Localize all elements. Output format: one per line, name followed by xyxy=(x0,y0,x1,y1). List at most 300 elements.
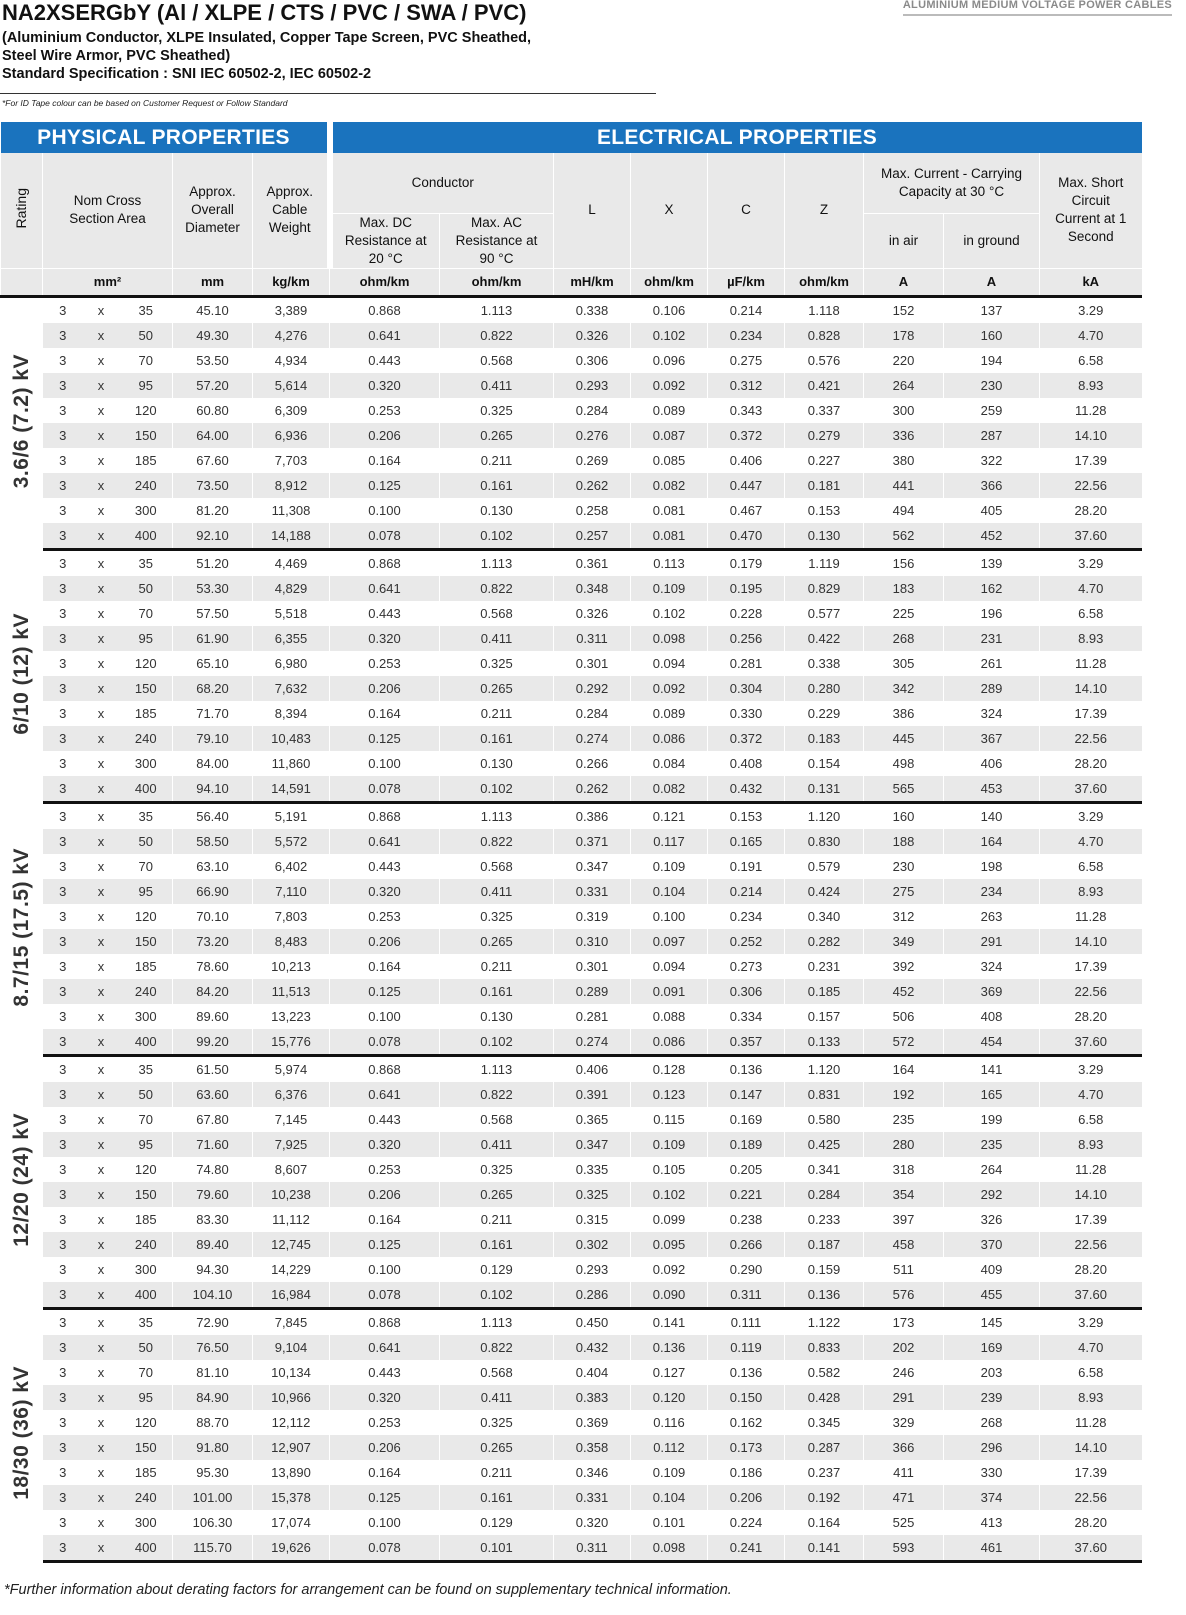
ac-resistance-cell: 1.113 xyxy=(440,1055,554,1082)
table-row xyxy=(1,1207,1142,1232)
dc-resistance-cell: 0.100 xyxy=(330,1004,440,1029)
capacitance-cell: 0.234 xyxy=(708,904,785,929)
multiply-sign-cell: x xyxy=(83,1082,120,1107)
voltage-rating-cell xyxy=(1,549,43,802)
table-row xyxy=(1,1055,1142,1082)
inductance-cell: 0.306 xyxy=(554,348,631,373)
weight-cell: 16,984 xyxy=(253,1282,330,1309)
current-in-ground-cell: 322 xyxy=(944,448,1040,473)
diameter-cell: 106.30 xyxy=(173,1510,253,1535)
capacitance-cell: 0.311 xyxy=(708,1282,785,1309)
current-in-ground-cell: 289 xyxy=(944,676,1040,701)
voltage-rating-cell xyxy=(1,296,43,549)
diameter-cell: 95.30 xyxy=(173,1460,253,1485)
current-in-air-cell: 202 xyxy=(864,1335,944,1360)
ac-resistance-cell: 0.325 xyxy=(440,651,554,676)
diameter-cell: 89.60 xyxy=(173,1004,253,1029)
table-row xyxy=(1,1029,1142,1056)
short-circuit-current-cell: 14.10 xyxy=(1040,929,1142,954)
table-row xyxy=(1,549,1142,576)
impedance-cell: 0.131 xyxy=(785,776,864,803)
ac-resistance-cell: 0.101 xyxy=(440,1535,554,1562)
dc-resistance-cell: 0.320 xyxy=(330,879,440,904)
reactance-cell: 0.120 xyxy=(631,1385,708,1410)
nominal-size-cell: 70 xyxy=(120,1360,173,1385)
dc-resistance-cell: 0.100 xyxy=(330,498,440,523)
weight-cell: 15,378 xyxy=(253,1485,330,1510)
diameter-cell: 64.00 xyxy=(173,423,253,448)
reactance-cell: 0.099 xyxy=(631,1207,708,1232)
ac-resistance-cell: 1.113 xyxy=(440,1308,554,1335)
short-circuit-current-cell: 11.28 xyxy=(1040,651,1142,676)
capacitance-cell: 0.214 xyxy=(708,879,785,904)
capacitance-cell: 0.343 xyxy=(708,398,785,423)
current-in-ground-cell: 230 xyxy=(944,373,1040,398)
diameter-cell: 60.80 xyxy=(173,398,253,423)
inductance-cell: 0.319 xyxy=(554,904,631,929)
multiply-sign-cell: x xyxy=(83,1157,120,1182)
table-row xyxy=(1,1157,1142,1182)
table-row xyxy=(1,751,1142,776)
short-circuit-current-cell: 4.70 xyxy=(1040,323,1142,348)
multiply-sign-cell: x xyxy=(83,473,120,498)
diameter-cell: 65.10 xyxy=(173,651,253,676)
inductance-cell: 0.289 xyxy=(554,979,631,1004)
weight-cell: 8,607 xyxy=(253,1157,330,1182)
impedance-cell: 0.153 xyxy=(785,498,864,523)
impedance-cell: 1.122 xyxy=(785,1308,864,1335)
weight-cell: 5,518 xyxy=(253,601,330,626)
short-circuit-current-cell: 17.39 xyxy=(1040,448,1142,473)
table-row xyxy=(1,626,1142,651)
cores-cell: 3 xyxy=(43,879,83,904)
nominal-size-cell: 240 xyxy=(120,979,173,1004)
inductance-cell: 0.274 xyxy=(554,726,631,751)
impedance-cell: 0.577 xyxy=(785,601,864,626)
capacitance-cell: 0.119 xyxy=(708,1335,785,1360)
dc-resistance-cell: 0.125 xyxy=(330,726,440,751)
multiply-sign-cell: x xyxy=(83,296,120,323)
diameter-cell: 83.30 xyxy=(173,1207,253,1232)
cores-cell: 3 xyxy=(43,1207,83,1232)
current-in-air-cell: 164 xyxy=(864,1055,944,1082)
nominal-size-cell: 300 xyxy=(120,1004,173,1029)
table-row xyxy=(1,1335,1142,1360)
inductance-cell: 0.369 xyxy=(554,1410,631,1435)
nominal-size-cell: 300 xyxy=(120,498,173,523)
current-in-ground-cell: 326 xyxy=(944,1207,1040,1232)
weight-cell: 5,974 xyxy=(253,1055,330,1082)
current-in-ground-cell: 239 xyxy=(944,1385,1040,1410)
current-in-ground-cell: 324 xyxy=(944,954,1040,979)
dc-resistance-cell: 0.125 xyxy=(330,473,440,498)
weight-cell: 7,145 xyxy=(253,1107,330,1132)
reactance-cell: 0.087 xyxy=(631,423,708,448)
dc-resistance-cell: 0.164 xyxy=(330,701,440,726)
inductance-cell: 0.326 xyxy=(554,601,631,626)
diameter-cell: 63.60 xyxy=(173,1082,253,1107)
weight-cell: 7,925 xyxy=(253,1132,330,1157)
weight-cell: 7,703 xyxy=(253,448,330,473)
capacitance-cell: 0.136 xyxy=(708,1055,785,1082)
cores-cell: 3 xyxy=(43,1510,83,1535)
current-in-air-cell: 498 xyxy=(864,751,944,776)
reactance-cell: 0.089 xyxy=(631,398,708,423)
impedance-cell: 0.237 xyxy=(785,1460,864,1485)
reactance-cell: 0.100 xyxy=(631,904,708,929)
capacitance-cell: 0.306 xyxy=(708,979,785,1004)
reactance-cell: 0.092 xyxy=(631,373,708,398)
cores-cell: 3 xyxy=(43,1182,83,1207)
voltage-rating-cell xyxy=(1,1055,43,1308)
capacitance-cell: 0.169 xyxy=(708,1107,785,1132)
multiply-sign-cell: x xyxy=(83,323,120,348)
dc-resistance-cell: 0.078 xyxy=(330,1535,440,1562)
multiply-sign-cell: x xyxy=(83,1107,120,1132)
cores-cell: 3 xyxy=(43,1029,83,1056)
standard-spec: Standard Specification : SNI IEC 60502-2, IEC 60502-2 xyxy=(2,66,372,82)
capacitance-cell: 0.290 xyxy=(708,1257,785,1282)
table-row xyxy=(1,473,1142,498)
table-row xyxy=(1,1460,1142,1485)
unit-label: µF/km xyxy=(708,268,785,296)
capacitance-cell: 0.150 xyxy=(708,1385,785,1410)
max-dc-header: Max. DC Resistance at 20 °C xyxy=(330,213,440,268)
capacitance-cell: 0.179 xyxy=(708,549,785,576)
table-row xyxy=(1,1004,1142,1029)
cores-cell: 3 xyxy=(43,1082,83,1107)
reactance-cell: 0.091 xyxy=(631,979,708,1004)
table-row xyxy=(1,1082,1142,1107)
diameter-header: Approx. Overall Diameter xyxy=(173,153,253,268)
dc-resistance-cell: 0.253 xyxy=(330,651,440,676)
nominal-size-cell: 50 xyxy=(120,829,173,854)
cores-cell: 3 xyxy=(43,1360,83,1385)
cores-cell: 3 xyxy=(43,296,83,323)
short-circuit-current-cell: 28.20 xyxy=(1040,1257,1142,1282)
table-row xyxy=(1,398,1142,423)
nominal-size-cell: 70 xyxy=(120,348,173,373)
nominal-size-cell: 50 xyxy=(120,1082,173,1107)
table-row xyxy=(1,676,1142,701)
cores-cell: 3 xyxy=(43,1335,83,1360)
capacitance-cell: 0.256 xyxy=(708,626,785,651)
capacitance-cell: 0.252 xyxy=(708,929,785,954)
short-circuit-current-cell: 11.28 xyxy=(1040,904,1142,929)
current-in-ground-cell: 234 xyxy=(944,879,1040,904)
capacitance-cell: 0.467 xyxy=(708,498,785,523)
table-row xyxy=(1,1232,1142,1257)
multiply-sign-cell: x xyxy=(83,929,120,954)
multiply-sign-cell: x xyxy=(83,1308,120,1335)
nominal-size-cell: 300 xyxy=(120,1257,173,1282)
short-circuit-current-cell: 3.29 xyxy=(1040,802,1142,829)
current-in-air-cell: 173 xyxy=(864,1308,944,1335)
inductance-cell: 0.315 xyxy=(554,1207,631,1232)
capacitance-cell: 0.111 xyxy=(708,1308,785,1335)
dc-resistance-cell: 0.164 xyxy=(330,954,440,979)
nominal-size-cell: 185 xyxy=(120,1207,173,1232)
multiply-sign-cell: x xyxy=(83,1385,120,1410)
inductance-cell: 0.262 xyxy=(554,776,631,803)
short-circuit-current-cell: 17.39 xyxy=(1040,1460,1142,1485)
ac-resistance-cell: 0.211 xyxy=(440,448,554,473)
cores-cell: 3 xyxy=(43,776,83,803)
table-row xyxy=(1,979,1142,1004)
diameter-cell: 92.10 xyxy=(173,523,253,550)
reactance-cell: 0.102 xyxy=(631,1182,708,1207)
current-in-ground-cell: 261 xyxy=(944,651,1040,676)
weight-header: Approx. Cable Weight xyxy=(253,153,330,268)
nominal-size-cell: 240 xyxy=(120,1485,173,1510)
current-in-air-cell: 572 xyxy=(864,1029,944,1056)
current-in-air-cell: 178 xyxy=(864,323,944,348)
multiply-sign-cell: x xyxy=(83,1435,120,1460)
reactance-cell: 0.095 xyxy=(631,1232,708,1257)
table-row xyxy=(1,904,1142,929)
ac-resistance-cell: 0.411 xyxy=(440,626,554,651)
weight-cell: 8,483 xyxy=(253,929,330,954)
current-in-air-cell: 275 xyxy=(864,879,944,904)
current-in-air-cell: 183 xyxy=(864,576,944,601)
nominal-size-cell: 70 xyxy=(120,601,173,626)
table-row xyxy=(1,576,1142,601)
ac-resistance-cell: 0.325 xyxy=(440,1157,554,1182)
reactance-cell: 0.141 xyxy=(631,1308,708,1335)
impedance-cell: 0.829 xyxy=(785,576,864,601)
cores-cell: 3 xyxy=(43,1435,83,1460)
capacitance-cell: 0.273 xyxy=(708,954,785,979)
current-in-ground-cell: 455 xyxy=(944,1282,1040,1309)
unit-label: ohm/km xyxy=(785,268,864,296)
current-in-ground-cell: 367 xyxy=(944,726,1040,751)
capacitance-cell: 0.165 xyxy=(708,829,785,854)
table-row xyxy=(1,776,1142,803)
dc-resistance-cell: 0.443 xyxy=(330,1107,440,1132)
inductance-cell: 0.293 xyxy=(554,373,631,398)
dc-resistance-cell: 0.253 xyxy=(330,398,440,423)
capacitance-cell: 0.281 xyxy=(708,651,785,676)
current-in-ground-cell: 330 xyxy=(944,1460,1040,1485)
table-row xyxy=(1,1257,1142,1282)
weight-cell: 8,912 xyxy=(253,473,330,498)
diameter-cell: 49.30 xyxy=(173,323,253,348)
weight-cell: 12,907 xyxy=(253,1435,330,1460)
reactance-cell: 0.098 xyxy=(631,626,708,651)
current-in-ground-cell: 454 xyxy=(944,1029,1040,1056)
impedance-cell: 0.831 xyxy=(785,1082,864,1107)
weight-cell: 13,890 xyxy=(253,1460,330,1485)
capacitance-cell: 0.224 xyxy=(708,1510,785,1535)
ac-resistance-cell: 0.265 xyxy=(440,929,554,954)
weight-cell: 11,112 xyxy=(253,1207,330,1232)
diameter-cell: 74.80 xyxy=(173,1157,253,1182)
cores-cell: 3 xyxy=(43,448,83,473)
ac-resistance-cell: 0.325 xyxy=(440,1410,554,1435)
weight-cell: 8,394 xyxy=(253,701,330,726)
nominal-size-cell: 300 xyxy=(120,751,173,776)
impedance-cell: 0.345 xyxy=(785,1410,864,1435)
short-circuit-current-cell: 11.28 xyxy=(1040,1410,1142,1435)
short-circuit-current-cell: 3.29 xyxy=(1040,1308,1142,1335)
table-row xyxy=(1,1107,1142,1132)
ac-resistance-cell: 0.161 xyxy=(440,473,554,498)
current-in-air-cell: 354 xyxy=(864,1182,944,1207)
cores-cell: 3 xyxy=(43,1157,83,1182)
current-in-ground-cell: 291 xyxy=(944,929,1040,954)
capacitance-cell: 0.205 xyxy=(708,1157,785,1182)
cores-cell: 3 xyxy=(43,1132,83,1157)
nominal-size-cell: 35 xyxy=(120,802,173,829)
current-in-ground-cell: 160 xyxy=(944,323,1040,348)
reactance-cell: 0.128 xyxy=(631,1055,708,1082)
nominal-size-cell: 400 xyxy=(120,523,173,550)
capacitance-cell: 0.406 xyxy=(708,448,785,473)
nominal-size-cell: 120 xyxy=(120,398,173,423)
units-rating-blank xyxy=(1,268,43,296)
multiply-sign-cell: x xyxy=(83,1360,120,1385)
table-row xyxy=(1,954,1142,979)
nominal-size-cell: 50 xyxy=(120,576,173,601)
capacitance-cell: 0.266 xyxy=(708,1232,785,1257)
impedance-cell: 0.280 xyxy=(785,676,864,701)
weight-cell: 6,402 xyxy=(253,854,330,879)
weight-cell: 9,104 xyxy=(253,1335,330,1360)
impedance-cell: 0.580 xyxy=(785,1107,864,1132)
dc-resistance-cell: 0.164 xyxy=(330,448,440,473)
multiply-sign-cell: x xyxy=(83,1055,120,1082)
cores-cell: 3 xyxy=(43,549,83,576)
dc-resistance-cell: 0.641 xyxy=(330,323,440,348)
current-in-ground-cell: 370 xyxy=(944,1232,1040,1257)
impedance-cell: 0.159 xyxy=(785,1257,864,1282)
nominal-size-cell: 120 xyxy=(120,1410,173,1435)
weight-cell: 17,074 xyxy=(253,1510,330,1535)
unit-label: mm xyxy=(173,268,253,296)
inductance-cell: 0.269 xyxy=(554,448,631,473)
current-in-ground-cell: 235 xyxy=(944,1132,1040,1157)
ac-resistance-cell: 0.102 xyxy=(440,1029,554,1056)
dc-resistance-cell: 0.125 xyxy=(330,1485,440,1510)
table-row xyxy=(1,423,1142,448)
nominal-size-cell: 50 xyxy=(120,1335,173,1360)
reactance-cell: 0.085 xyxy=(631,448,708,473)
table-row xyxy=(1,1435,1142,1460)
dc-resistance-cell: 0.078 xyxy=(330,776,440,803)
reactance-cell: 0.112 xyxy=(631,1435,708,1460)
diameter-cell: 99.20 xyxy=(173,1029,253,1056)
short-circuit-current-cell: 4.70 xyxy=(1040,1082,1142,1107)
short-circuit-current-cell: 22.56 xyxy=(1040,473,1142,498)
inductance-cell: 0.331 xyxy=(554,1485,631,1510)
dc-resistance-cell: 0.868 xyxy=(330,1308,440,1335)
capacitance-cell: 0.191 xyxy=(708,854,785,879)
cores-cell: 3 xyxy=(43,1004,83,1029)
nominal-size-cell: 400 xyxy=(120,776,173,803)
current-in-air-cell: 156 xyxy=(864,549,944,576)
units-row xyxy=(1,268,1142,296)
reactance-cell: 0.102 xyxy=(631,601,708,626)
weight-cell: 10,134 xyxy=(253,1360,330,1385)
inductance-cell: 0.325 xyxy=(554,1182,631,1207)
ac-resistance-cell: 0.568 xyxy=(440,601,554,626)
multiply-sign-cell: x xyxy=(83,979,120,1004)
current-in-air-cell: 576 xyxy=(864,1282,944,1309)
cores-cell: 3 xyxy=(43,676,83,701)
nominal-size-cell: 150 xyxy=(120,423,173,448)
short-circuit-current-cell: 14.10 xyxy=(1040,1435,1142,1460)
in-air-header: in air xyxy=(864,213,944,268)
diameter-cell: 91.80 xyxy=(173,1435,253,1460)
cores-cell: 3 xyxy=(43,1385,83,1410)
inductance-cell: 0.274 xyxy=(554,1029,631,1056)
capacitance-cell: 0.195 xyxy=(708,576,785,601)
diameter-cell: 81.10 xyxy=(173,1360,253,1385)
nominal-size-cell: 400 xyxy=(120,1282,173,1309)
current-in-ground-cell: 374 xyxy=(944,1485,1040,1510)
current-in-air-cell: 342 xyxy=(864,676,944,701)
diameter-cell: 68.20 xyxy=(173,676,253,701)
impedance-cell: 0.233 xyxy=(785,1207,864,1232)
table-row xyxy=(1,802,1142,829)
inductance-cell: 0.404 xyxy=(554,1360,631,1385)
diameter-cell: 76.50 xyxy=(173,1335,253,1360)
diameter-cell: 84.20 xyxy=(173,979,253,1004)
nominal-size-cell: 95 xyxy=(120,1132,173,1157)
reactance-cell: 0.090 xyxy=(631,1282,708,1309)
cores-cell: 3 xyxy=(43,498,83,523)
multiply-sign-cell: x xyxy=(83,601,120,626)
dc-resistance-cell: 0.078 xyxy=(330,1282,440,1309)
dc-resistance-cell: 0.868 xyxy=(330,802,440,829)
weight-cell: 7,632 xyxy=(253,676,330,701)
dc-resistance-cell: 0.443 xyxy=(330,1360,440,1385)
diameter-cell: 89.40 xyxy=(173,1232,253,1257)
nominal-size-cell: 95 xyxy=(120,373,173,398)
nominal-size-cell: 185 xyxy=(120,448,173,473)
table-row xyxy=(1,523,1142,550)
inductance-cell: 0.301 xyxy=(554,954,631,979)
voltage-rating-label: 3.6/6 (7.2) kV xyxy=(9,353,33,489)
current-in-air-cell: 565 xyxy=(864,776,944,803)
table-row xyxy=(1,323,1142,348)
capacitance-cell: 0.330 xyxy=(708,701,785,726)
multiply-sign-cell: x xyxy=(83,348,120,373)
electrical-properties-header: ELECTRICAL PROPERTIES xyxy=(330,122,1142,153)
id-tape-note: *For ID Tape colour can be based on Customer Request or Follow Standard xyxy=(2,98,288,108)
nominal-size-cell: 300 xyxy=(120,1510,173,1535)
header-divider xyxy=(0,93,656,94)
inductance-cell: 0.331 xyxy=(554,879,631,904)
multiply-sign-cell: x xyxy=(83,1182,120,1207)
subtitle-line-1: (Aluminium Conductor, XLPE Insulated, Copper Tape Screen, PVC Sheathed, xyxy=(2,30,532,46)
table-row xyxy=(1,1535,1142,1562)
current-in-air-cell: 380 xyxy=(864,448,944,473)
diameter-cell: 53.30 xyxy=(173,576,253,601)
diameter-cell: 67.80 xyxy=(173,1107,253,1132)
cores-cell: 3 xyxy=(43,348,83,373)
capacitance-cell: 0.447 xyxy=(708,473,785,498)
cores-cell: 3 xyxy=(43,904,83,929)
inductance-cell: 0.257 xyxy=(554,523,631,550)
current-in-ground-cell: 137 xyxy=(944,296,1040,323)
dc-resistance-cell: 0.443 xyxy=(330,601,440,626)
weight-cell: 5,191 xyxy=(253,802,330,829)
dc-resistance-cell: 0.100 xyxy=(330,1510,440,1535)
short-circuit-current-cell: 6.58 xyxy=(1040,1107,1142,1132)
current-in-air-cell: 300 xyxy=(864,398,944,423)
weight-cell: 4,276 xyxy=(253,323,330,348)
